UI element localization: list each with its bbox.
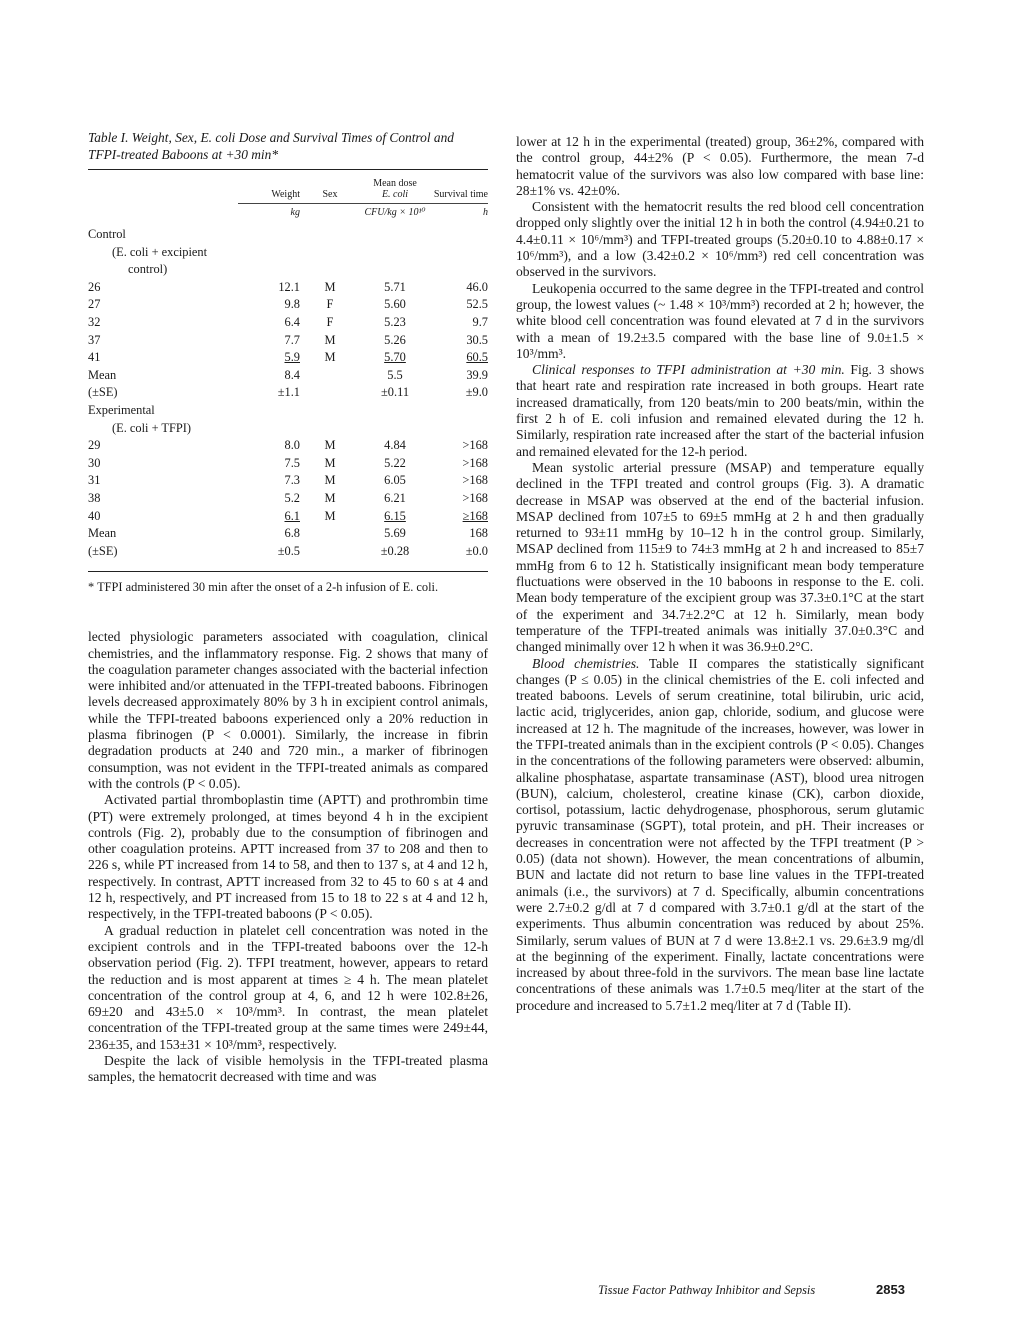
group-label-control: Control [88,227,126,241]
table-row: 38 5.2 M 6.21 >168 [88,490,488,505]
table-row-se: (±SE) ±1.1 ±0.11 ±9.0 [88,385,488,400]
table-bottom-rule [88,571,488,572]
body-paragraph: lected physiologic parameters associated with coagulation, clinical chemistries, and the inflammatory response. Fig. 2 shows that many of the coagulation parameter changes associated with the bacterial infection were inhibited and/or attenuated in the TFPI-treated baboons. Fibrinogen levels decreased approximately 80% by 3 h in excipient control animals, while the TFPI-treated baboons experienced only a 20% reduction in plasma fibrinogen (P < 0.0001). Similarly, the increase in fibrin degradation products at 240 and 720 min., a marker of fibrinogen consumption, was not evident in the TFPI-treated animals as compared with the controls (P < 0.05). [88,629,488,791]
table-row: 37 7.7 M 5.26 30.5 [88,332,488,347]
table-row: 27 9.8 F 5.60 52.5 [88,297,488,312]
table-footnote: * TFPI administered 30 min after the onset of a 2-h infusion of E. coli. [88,580,439,595]
table-row: 41 5.9 M 5.70 60.5 [88,350,488,365]
body-paragraph: lower at 12 h in the experimental (treated) group, 36±2%, compared with the control group, 44±2% (P < 0.05). Furthermore, the mean 7-d hematocrit value of the survivors was also low compared with base line: 28±1% vs. 42±0%. [516,134,924,198]
running-title: Tissue Factor Pathway Inhibitor and Sepsis [598,1283,816,1297]
body-paragraph: Blood chemistries. Table II compares the statistically significant changes (P ≤ 0.05) in the clinical chemistries of the E. coli infected and treated baboons. Levels of serum creatinine, total bilirubin, uric acid, lactic acid, triglycerides, anion gap, chloride, sodium, and glucose were increased at 12 h. The magnitude of the increases, however, was lower in the TFPI-treated animals than in the excipient controls (P < 0.05). Changes in the concentrations of the following parameters were observed: albumin, alkaline phosphatase, aspartate transaminase (AST), blood urea nitrogen (BUN), calcium, cholesterol, creatine kinase (CK), carbon dioxide, cortisol, potassium, lactic dehydrogenase, phosphorous, serum glutamic pyruvic transaminase (SGPT), total protein, and pH. Their increases or decreases in concentration were not affected by the TFPI treatment (P > 0.05) (data not shown). However, the mean concentrations of albumin, BUN and lactate did not return to base line values in the TFPI-treated animals (i.e., the survivors) at 7 d. Specifically, albumin concentrations were 2.7±0.2 g/dl at 7 d compared with 3.7±0.1 g/dl at the start of the experiments. Thus albumin concentration was reduced by about 25%. Similarly, serum values of BUN at 7 d were 13.8±2.1 vs. 29.6±3.9 mg/dl at the beginning of the experiment. Finally, lactate concentrations were increased by about three-fold in the survivors. The mean base line lactate concentrations of these animals was 1.7±0.5 meq/liter at the start of the procedure and increased to 5.7±1.2 meq/liter at 7 d (Table II). [516,655,925,1013]
unit-survival: h [483,207,488,218]
table-row: 40 6.1 M 6.15 ≥168 [88,508,488,523]
unit-dose: CFU/kg × 10¹⁰ [364,207,426,218]
body-paragraph: Despite the lack of visible hemolysis in the TFPI-treated plasma samples, the hematocrit decreased with time and was [88,1053,488,1085]
group-sublabel: control) [128,262,168,277]
body-paragraph: Clinical responses to TFPI administration at +30 min. Fig. 3 shows that heart rate and respiration rate increased in both groups. Heart rate increased dramatically, from 120 beats/min to 200 beats/min, within the first 2 h of E. coli infusion and remained elevated during the 12 h. Similarly, respiration rate increased after the start of the bacterial infusion and remained elevated for the 12-h period. [516,362,924,459]
col-header-dose: Mean dose E. coli [373,178,417,200]
table-row: 31 7.3 M 6.05 >168 [88,473,488,488]
section-run-head: Blood chemistries. [532,655,640,671]
table-row-mean: Mean 6.8 5.69 168 [88,526,488,541]
col-header-survival: Survival time [433,189,488,200]
body-paragraph: Activated partial thromboplastin time (APTT) and prothrombin time (PT) were extremely prolonged, at times beyond 4 h in the excipient controls (Fig. 2), probably due to the consumption of fibrinogen and other coagulation proteins. APTT increased from 37 to 208 and then to 226 s, while PT increased from 14 to 58, and then to 137 s, at 4 and 12 h, respectively. In contrast, APTT increased from 32 to 45 to 60 s at 4 and 12 h, respectively, and PT increased from 15 to 18 to 22 s at 4 and 12 h, respectively, in the TFPI-treated baboons (P < 0.05). [88,792,488,922]
group-sublabel: (E. coli + TFPI) [112,420,192,435]
table-row: 29 8.0 M 4.84 >168 [88,438,488,453]
body-paragraph: Leukopenia occurred to the same degree in the TFPI-treated and control group, the lowest values (~ 1.48 × 10³/mm³) recorded at 2 h; however, the white blood cell concentration was found elevated at 7 d in the survivors with a mean of 19.2±3.5 compared with the base line of 9.0±1.5 × 10³/mm³. [516,280,924,361]
section-run-head: Clinical responses to TFPI administration at +30 min. [532,362,845,378]
unit-weight: kg [290,207,300,218]
table-row: 26 12.1 M 5.71 46.0 [88,279,488,294]
left-column [88,130,488,1086]
group-label-experimental: Experimental [88,402,155,417]
page-number: 2853 [876,1282,905,1297]
table-row: 32 6.4 F 5.23 9.7 [88,314,488,329]
right-column [516,134,924,1014]
body-paragraph: A gradual reduction in platelet cell concentration was noted in the excipient controls and in the TFPI-treated baboons over the 12-h observation period (Fig. 2). TFPI treatment, however, appears to retard the reduction and is most apparent at times ≥ 4 h. The mean platelet concentration of the control group at 4, 6, and 12 h were 102.8±26, 69±20 and 43±5.0 × 10³/mm³. In contrast, the mean platelet concentration of the TFPI-treated group at the same times were 249±44, 236±35, and 153±31 × 10³/mm³, respectively. [88,922,488,1052]
body-paragraph: Consistent with the hematocrit results the red blood cell concentration dropped only slightly over the initial 12 h in both the control (4.94±0.21 to 4.4±0.11 × 10⁶/mm³) and TFPI-treated groups (5.20±0.10 to 4.88±0.17 × 10⁶/mm³), and a low (3.42±0.2 × 10⁶/mm³) red cell concentration was observed in the survivors. [516,199,924,280]
table-1 [88,170,488,203]
table-1-body [88,204,488,561]
group-sublabel: (E. coli + excipient [112,244,208,259]
col-header-weight: Weight [271,189,300,200]
col-header-sex: Sex [322,189,338,200]
table-row-mean: Mean 8.4 5.5 39.9 [88,367,488,382]
body-paragraph: Mean systolic arterial pressure (MSAP) and temperature equally declined in the TFPI treated and control groups (Fig. 3). A dramatic decrease in MSAP was observed at the end of the bacterial infusion. MSAP declined from 107±5 to 69±5 mmHg at 2 h and then gradually returned to 93±11 mmHg by 10–12 h in the control group. Similarly, MSAP declined from 115±9 to 74±3 mmHg at 2 h and increased to 85±7 mmHg from 6 to 12 h. Statistically insignificant mean body temperature fluctuations were observed in the 10 baboons in response to the E. coli. Mean body temperature of the excipient group was 37.3±0.1°C at the start of the experiment and 34.7±2.2°C at 12 h. Similarly, mean body temperature of the TFPI-treated animals was initially 37.0±0.3°C and changed minimally over 12 h when it was 36.9±0.2°C. [516,459,924,655]
table-row-se: (±SE) ±0.5 ±0.28 ±0.0 [88,543,488,558]
table-caption: Table I. Weight, Sex, E. coli Dose and Survival Times of Control and TFPI-treated Baboons at +30 min* [88,130,454,162]
table-row: 30 7.5 M 5.22 >168 [88,455,488,470]
